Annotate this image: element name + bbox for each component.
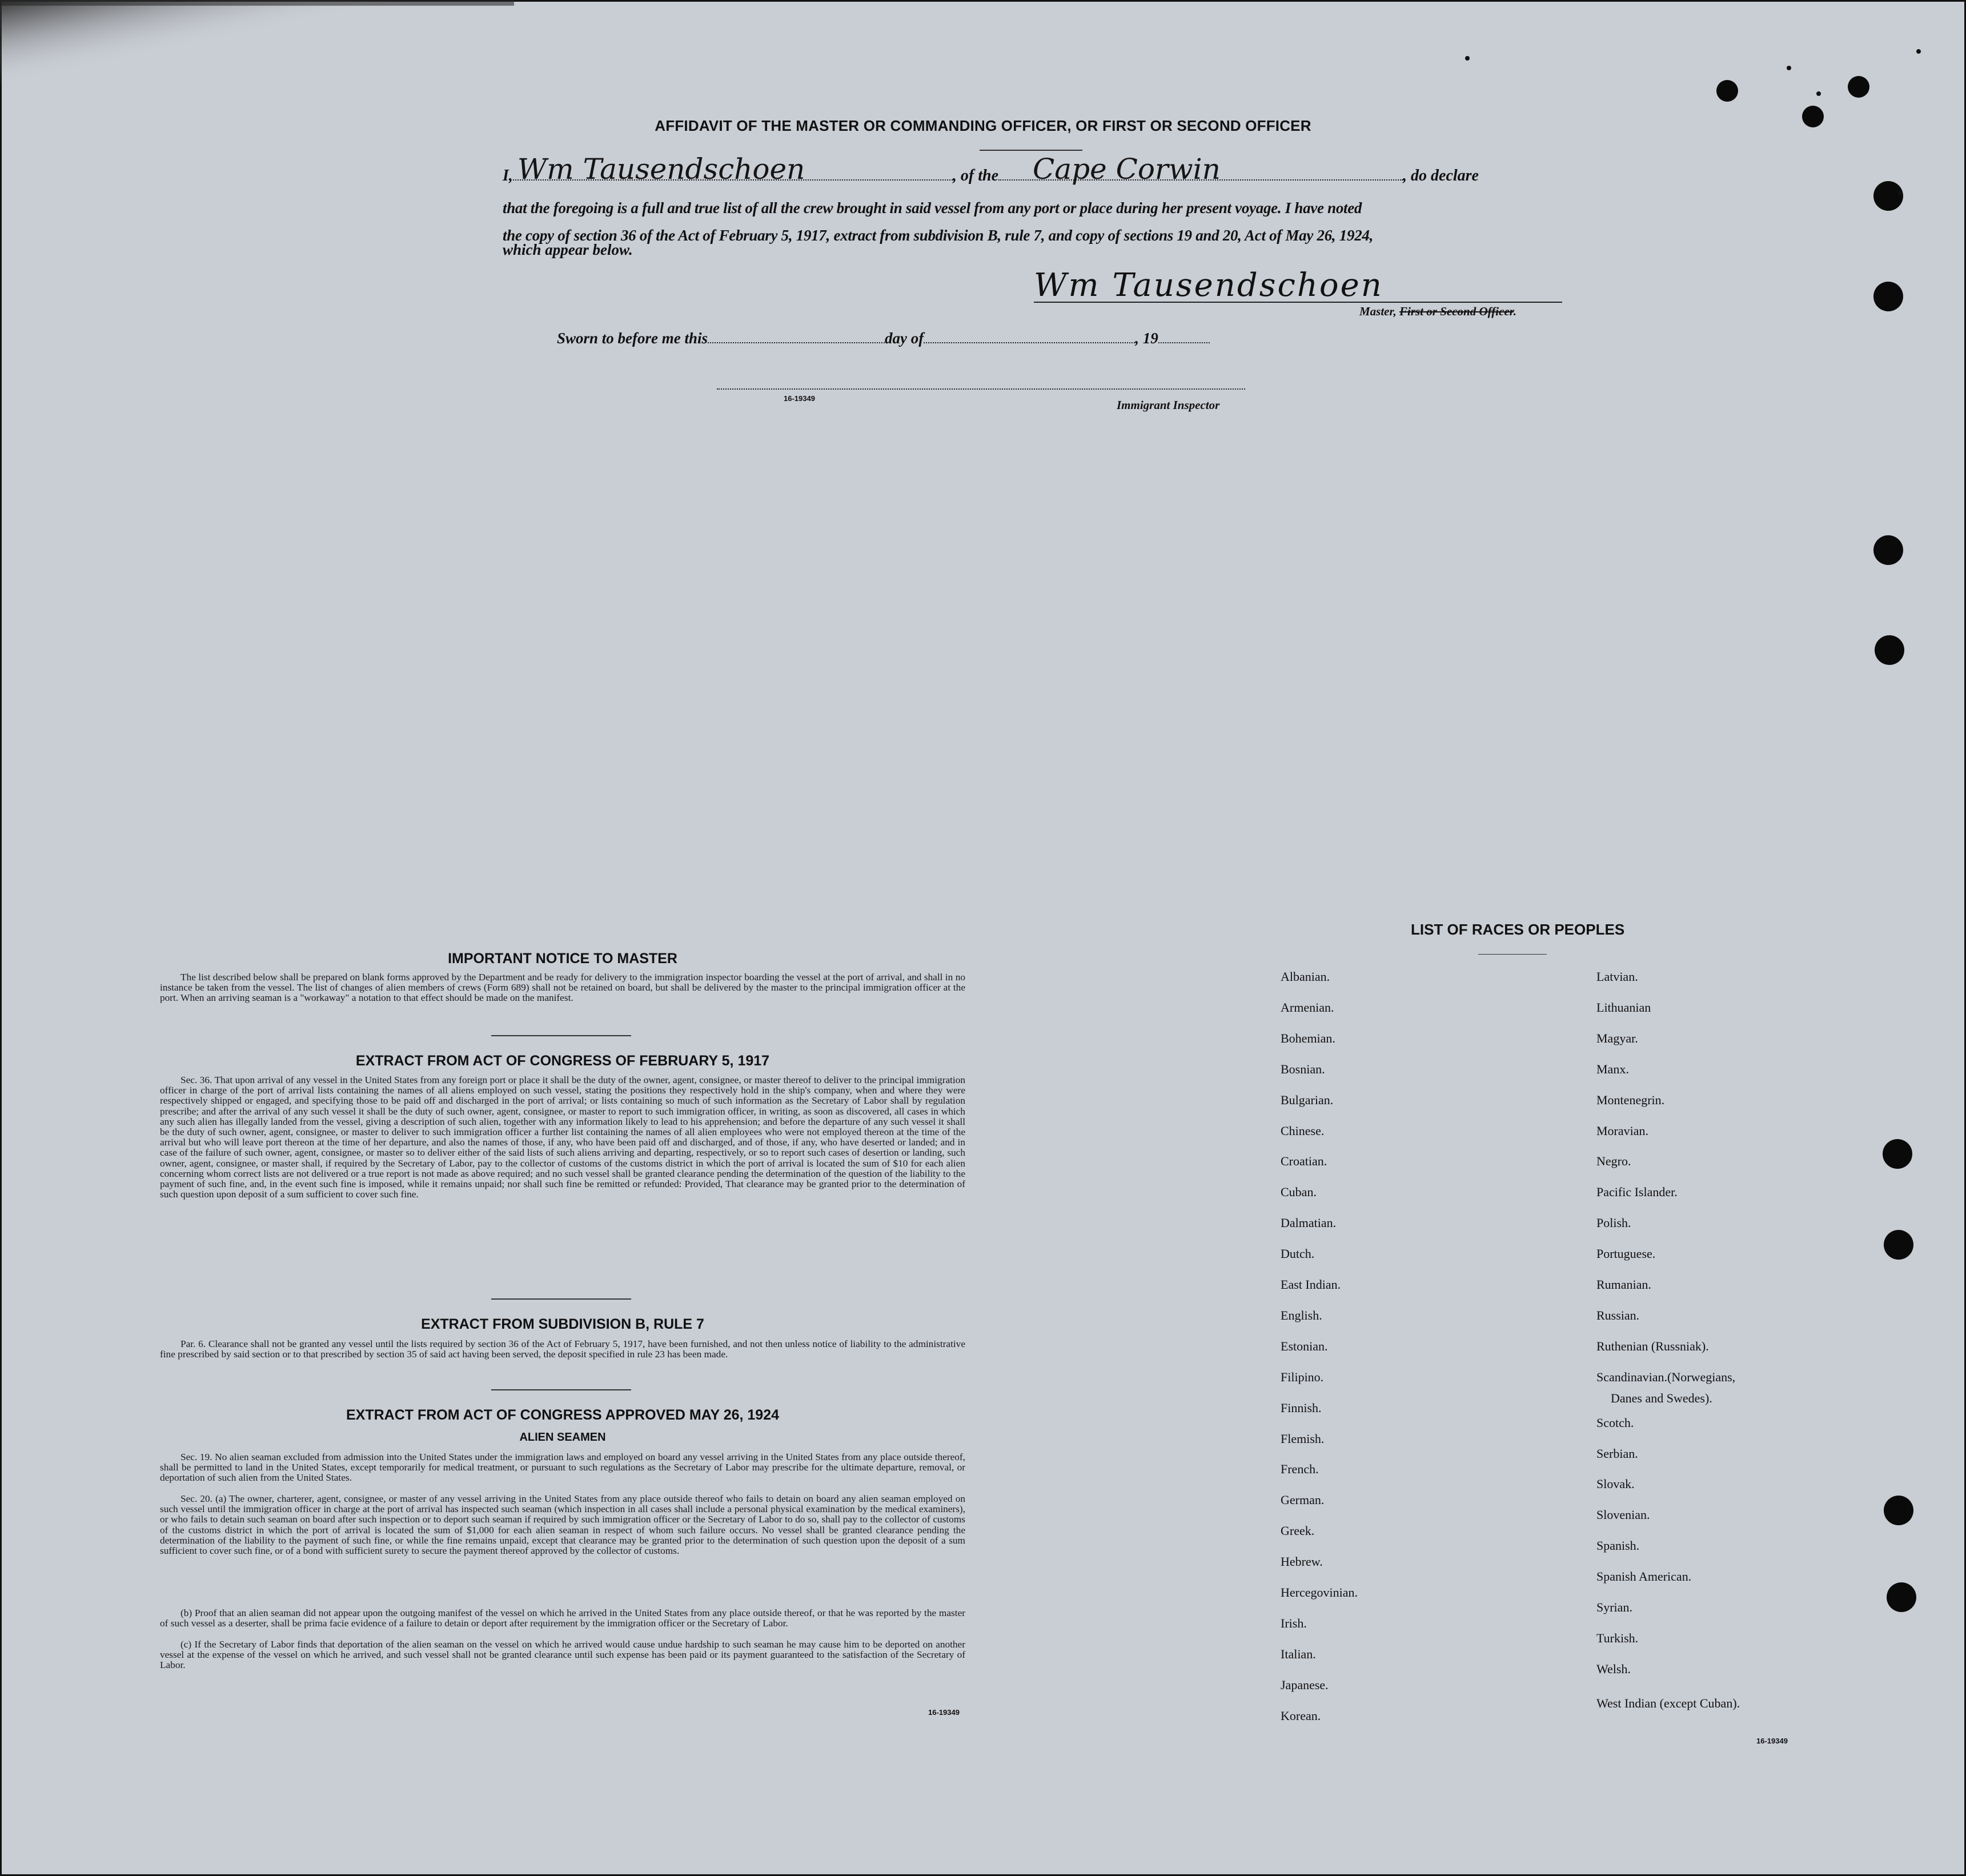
rule7-heading: EXTRACT FROM SUBDIVISION B, RULE 7 [421,1316,704,1332]
race-item: Estonian. [1281,1339,1328,1353]
race-item: Dutch. [1281,1246,1315,1261]
race-item: Bohemian. [1281,1031,1335,1045]
inspector-caption: Immigrant Inspector [1117,398,1220,412]
race-item: Lithuanian [1596,1000,1651,1015]
race-item: Chinese. [1281,1124,1325,1138]
alien-seamen-subheading: ALIEN SEAMEN [519,1431,606,1444]
inspector-signature-line [717,388,1245,390]
master-name-signature: Wm Tausendschoen [517,153,805,186]
race-item: Latvian. [1596,969,1638,984]
sec20b-body: (b) Proof that an alien seaman did not appear upon the outgoing manifest of the vessel on which he arrived in the United States from any place outside thereof, or that he was reported by the master of such vessel as a deserter, shall be prima facie evidence of a failure to detain or deport after requirement by the immigration officer or the Secretary of Labor. [160,1608,965,1629]
race-item: Turkish. [1596,1631,1639,1645]
day-of-label: day of [885,330,924,347]
divider [491,1389,631,1390]
races-title-divider [1478,954,1547,955]
sec19-body: Sec. 19. No alien seaman excluded from admission into the United States under the immigration laws and employed on board any vessel arriving in the United States from any place outside thereof, shall be permitted to land in the United States, except temporarily for medical treatment, or pursuant to such regulations as the Secretary of Labor may prescribe for the ultimate departure, removal, or deportation of such alien from the United States. [160,1452,965,1484]
race-item: Dalmatian. [1281,1216,1337,1230]
race-item: Finnish. [1281,1401,1322,1415]
race-item: Scotch. [1596,1416,1634,1430]
race-item: Irish. [1281,1616,1307,1630]
race-item: Russian. [1596,1308,1640,1322]
punch-hole-icon [1873,181,1903,211]
divider [491,1035,631,1036]
punch-hole-icon [1873,282,1903,311]
punch-hole-icon [1873,535,1903,565]
punch-hole-icon [1883,1139,1912,1169]
form-number: 16-19349 [784,394,815,403]
master-signature-line [1034,267,1562,303]
race-item: Serbian. [1596,1446,1638,1461]
race-item: Flemish. [1281,1432,1325,1446]
race-item: Portuguese. [1596,1246,1656,1261]
sworn-day-field [708,328,885,343]
punch-hole-icon [1848,76,1869,98]
master-signature: Wm Tausendschoen [1034,267,1383,304]
race-item: Greek. [1281,1524,1315,1538]
caption-period: . [1513,304,1516,318]
scan-speck [1898,191,1903,195]
declaration-line-4: which appear below. [503,241,633,258]
race-item: Negro. [1596,1154,1631,1168]
race-item: Spanish American. [1596,1569,1692,1584]
race-item: Slovenian. [1596,1508,1650,1522]
race-item: French. [1281,1462,1319,1476]
vessel-name-handwritten: Cape Corwin [1033,153,1221,186]
sec20a-body: Sec. 20. (a) The owner, charterer, agent, consignee, or master of any vessel arriving in the United States from any place outside thereof who fails to detain on board any alien seaman employed on such vessel until the immigration officer in charge at the port of arrival has inspected such seaman (which inspection in all cases shall include a personal physical examination by the medical examiners), or who fails to detain such seaman on board after such inspection or to deport such seaman if required by such immigration officer or the Secretary of Labor to do so, shall pay to the collector of customs of the customs district in which the port of arrival is located the sum of $1,000 for each alien seaman in respect of whom such failure occurs. No vessel shall be granted clearance pending the determination of the liability to the payment of such fine, or while the fine remains unpaid, except that clearance may be granted prior to the determination of such question upon the deposit of a sum sufficient to cover such fine, or of a bond with sufficient surety to secure the payment thereof approved by the collector of customs. [160,1493,965,1557]
race-item: German. [1281,1493,1325,1507]
race-item: West Indian (except Cuban). [1596,1696,1740,1710]
punch-hole-icon [1887,1582,1916,1612]
punch-hole-icon [1716,80,1738,102]
rule7-body: Par. 6. Clearance shall not be granted any vessel until the lists required by section 36 of the Act of February 5, 1917, have been furnished, and not then unless notice of liability to the administrative fine prescribed by said section or to that prescribed by section 35 of said act having been served, the deposit specified in rule 23 has been made. [160,1338,965,1360]
race-item: Japanese. [1281,1678,1329,1692]
scan-speck [1916,49,1921,54]
race-item: Croatian. [1281,1154,1327,1168]
race-item: Filipino. [1281,1370,1324,1384]
race-item: Pacific Islander. [1596,1185,1678,1199]
declaration-line-2: that the foregoing is a full and true list of all the crew brought in said vessel from any port or place during her present voyage. I have noted [503,199,1362,217]
sworn-month-field [924,328,1135,343]
race-item: Hebrew. [1281,1554,1323,1569]
sworn-line [557,328,1210,347]
signature-caption [1359,304,1516,319]
notice-heading: IMPORTANT NOTICE TO MASTER [448,951,677,967]
race-item: Scandinavian.(Norwegians, [1596,1370,1736,1384]
race-item: Italian. [1281,1647,1316,1661]
vessel-name-field [998,153,1403,186]
race-item: Hercegovinian. [1281,1585,1358,1600]
affidavit-title: AFFIDAVIT OF THE MASTER OR COMMANDING OFFICER, OR FIRST OR SECOND OFFICER [655,117,1311,134]
race-item: Welsh. [1596,1662,1631,1676]
declaration-prefix: I, [503,167,513,185]
extract-1917-heading: EXTRACT FROM ACT OF CONGRESS OF FEBRUARY 5, 1917 [355,1053,770,1069]
race-item: East Indian. [1281,1277,1341,1292]
notice-body: The list described below shall be prepared on blank forms approved by the Department and be ready for delivery to the immigration inspector boarding the vessel at the port of arrival, and shall in no instance be taken from the vessel. The list of changes of alien members of crews (Form 689) shall not be retained on board, but shall be delivered by the master to the principal immigration officer at the port. When an arriving seaman is a "workaway" a notation to that effect should be made on the manifest. [160,972,965,1004]
caption-master: Master, [1359,304,1397,318]
race-item: Bosnian. [1281,1062,1325,1076]
master-name-field [513,153,953,186]
sworn-label: Sworn to before me this [557,330,708,347]
race-item: Armenian. [1281,1000,1334,1015]
race-item-continuation: Danes and Swedes). [1611,1391,1712,1405]
extract-1917-body: Sec. 36. That upon arrival of any vessel in the United States from any foreign port or place it shall be the duty of the owner, agent, consignee, or master thereof to deliver to the principal immigration officer in charge of the port of arrival lists containing the names of all aliens employed on such vessel, stating the positions they respectively hold in the ship's company, when and where they were respectively shipped or engaged, and specifying those to be paid off and discharged in the port of arrival; or lists containing so much of such information as the Secretary of Labor shall by regulation prescribe; and after the arrival of any such vessel it shall be the duty of such owner, agent, consignee, or master to report to such immigration officer, in writing, as soon as discovered, all cases in which any such alien has illegally landed from the vessel, giving a description of such alien, together with any information likely to lead to his apprehension; and before the departure of any such vessel it shall be the duty of such owner, agent, consignee, or master to deliver to such immigration officer a further list containing the names of all alien employees who were not employed thereon at the time of the arrival but who will leave port thereon at the time of her departure, and also the names of those, if any, who have been paid off and discharged, and of those, if any, who have deserted or landed; and in case of the failure of such owner, agent, consignee, or master so to deliver either of the said lists of such aliens arriving and departing, respectively, or so to report such cases of desertion or landing, such owner, agent, consignee, or master shall, if required by the Secretary of Labor, pay to the collector of customs of the customs district in which the port of arrival is located the sum of $10 for each alien concerning whom correct lists are not delivered or a true report is not made as above required; and no such vessel shall be granted clearance pending the determination of the question of the liability to the payment of such fine, and, in the event such fine is imposed, while it remains unpaid; nor shall such fine be remitted or refunded: Provided, That clearance may be granted prior to the determination of such question upon deposit of a sum sufficient to cover such fine. [160,1075,965,1200]
extract-1924-heading: EXTRACT FROM ACT OF CONGRESS APPROVED MAY 26, 1924 [346,1407,780,1423]
race-item: Bulgarian. [1281,1093,1334,1107]
race-item: Rumanian. [1596,1277,1651,1292]
race-item: Syrian. [1596,1600,1632,1614]
title-divider [980,150,1082,151]
scan-speck [1816,91,1821,96]
punch-hole-icon [1875,635,1904,665]
scan-speck [1787,66,1791,70]
race-item: English. [1281,1308,1322,1322]
race-item: Montenegrin. [1596,1093,1665,1107]
caption-struck-officer: First or Second Officer [1399,304,1514,318]
race-item: Ruthenian (Russniak). [1596,1339,1709,1353]
race-item: Albanian. [1281,969,1330,984]
race-item: Spanish. [1596,1538,1640,1553]
form-number: 16-19349 [1756,1737,1788,1745]
races-title: LIST OF RACES OR PEOPLES [1411,921,1625,938]
punch-hole-icon [1884,1230,1913,1260]
affidavit-declaration [503,153,1559,190]
divider [491,1298,631,1300]
race-item: Magyar. [1596,1031,1638,1045]
race-item: Korean. [1281,1709,1321,1723]
race-item: Manx. [1596,1062,1629,1076]
year-prefix-label: , 19 [1135,330,1158,347]
sworn-year-field [1158,328,1210,343]
form-number: 16-19349 [928,1708,960,1717]
scan-speck [1465,56,1470,61]
race-item: Moravian. [1596,1124,1649,1138]
declaration-line-3: the copy of section 36 of the Act of February 5, 1917, extract from subdivision B, rule 7, and copy of sections 19 and 20, Act of May 26, 1924, [503,227,1374,244]
race-item: Cuban. [1281,1185,1317,1199]
sec20c-body: (c) If the Secretary of Labor finds that deportation of the alien seaman on the vessel on which he arrived would cause undue hardship to such seaman he may cause him to be deported on another vessel at the expense of the vessel on which he arrived, and such vessel shall not be granted clearance until such expense has been paid or its payment guaranteed to the satisfaction of the Secretary of Labor. [160,1639,965,1671]
of-the-label: , of the [952,167,999,185]
race-item: Polish. [1596,1216,1631,1230]
race-item: Slovak. [1596,1477,1635,1491]
do-declare-label: , do declare [1403,167,1479,185]
punch-hole-icon [1884,1496,1913,1525]
